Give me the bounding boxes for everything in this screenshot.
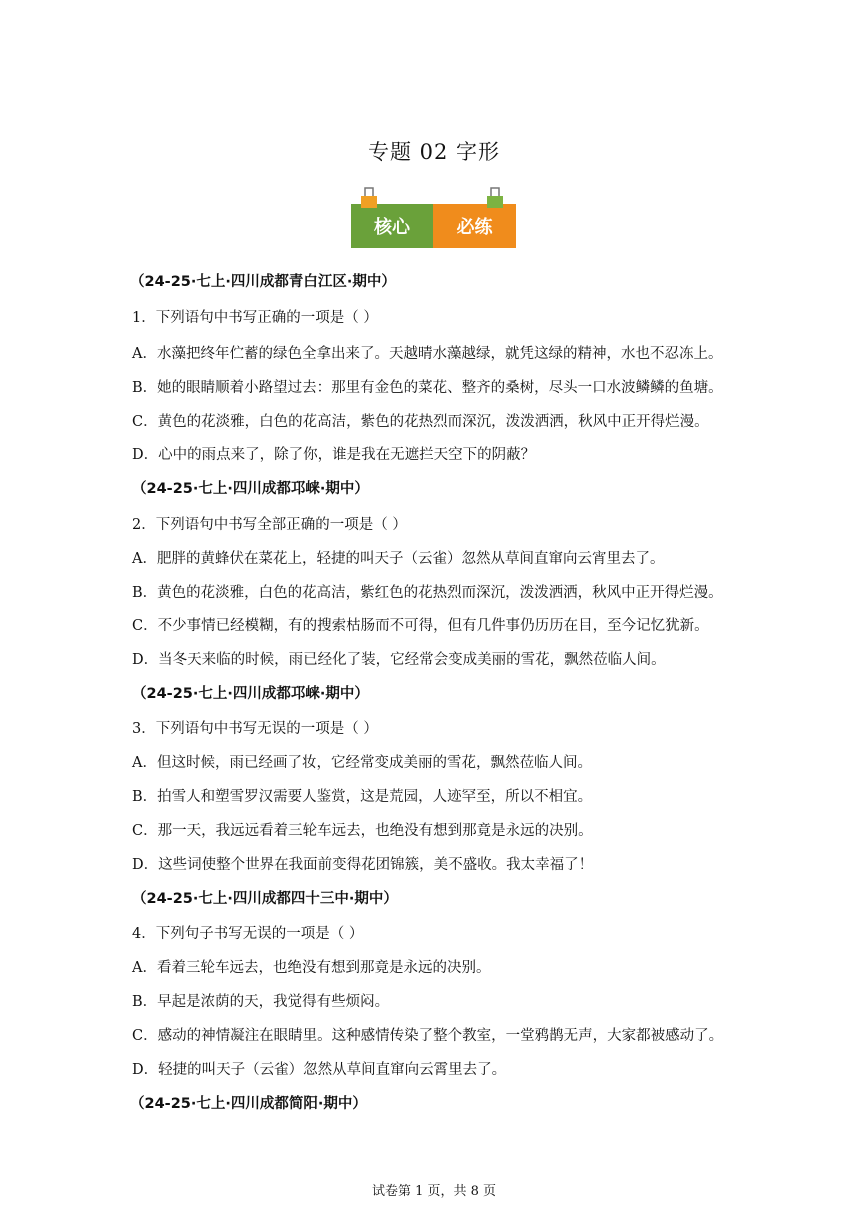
option-a: A．看着三轮车远去，也绝没有想到那竟是永远的决别。: [132, 960, 491, 976]
option-c: C．感动的神情凝注在眼睛里。这种感情传染了整个教室，一堂鸦鹊无声，大家都被感动了。: [132, 1028, 724, 1044]
option-d: D．这些词使整个世界在我面前变得花团锦簇，美不盛收。我太幸福了！: [132, 857, 594, 873]
option-c: C．黄色的花淡雅，白色的花高洁，紫色的花热烈而深沉，泼泼洒洒，秋风中正开得烂漫。: [132, 414, 709, 430]
option-b: B．拍雪人和塑雪罗汉需要人鉴赏，这是荒园，人迹罕至，所以不相宜。: [132, 789, 593, 805]
page-title: 专题 02 字形: [367, 140, 501, 164]
option-d: D．当冬天来临的时候，雨已经化了装，它经常会变成美丽的雪花，飘然莅临人间。: [132, 652, 666, 668]
question-source: （24-25·七上·四川成都邛崃·期中）: [132, 481, 369, 497]
section-banner: [351, 204, 516, 248]
option-b: B．早起是浓荫的天，我觉得有些烦闷。: [132, 994, 390, 1010]
option-a: A．但这时候，雨已经画了妆，它经常变成美丽的雪花，飘然莅临人间。: [132, 755, 592, 771]
binder-clip-icon: [359, 186, 379, 210]
binder-clip-icon: [485, 186, 505, 210]
question-stem: 4．下列句子书写无误的一项是（ ）: [132, 926, 364, 942]
banner-left-label: 核心: [351, 204, 433, 248]
question-source: （24-25·七上·四川成都邛崃·期中）: [132, 686, 369, 702]
option-a: A．水藻把终年伫蓄的绿色全拿出来了。天越晴水藻越绿，就凭这绿的精神，水也不忍冻上。: [132, 346, 723, 362]
question-stem: 2．下列语句中书写全部正确的一项是（ ）: [132, 517, 407, 533]
option-b: B．她的眼睛顺着小路望过去：那里有金色的菜花、整齐的桑树，尽头一口水波鳞鳞的鱼塘。: [132, 380, 723, 396]
question-source: （24-25·七上·四川成都四十三中·期中）: [132, 891, 398, 907]
option-d: D．心中的雨点来了，除了你，谁是我在无遮拦天空下的阴蔽？: [132, 447, 536, 463]
option-d: D．轻捷的叫天子（云雀）忽然从草间直窜向云霄里去了。: [132, 1062, 507, 1078]
question-stem: 3．下列语句中书写无误的一项是（ ）: [132, 721, 378, 737]
question-stem: 1．下列语句中书写正确的一项是（ ）: [132, 310, 378, 326]
banner-right-label: 必练: [433, 204, 516, 248]
question-source: （24-25·七上·四川成都简阳·期中）: [130, 1096, 367, 1112]
option-c: C．那一天，我远远看着三轮车远去，也绝没有想到那竟是永远的决别。: [132, 823, 593, 839]
option-b: B．黄色的花淡雅，白色的花高洁，紫红色的花热烈而深沉，泼泼洒洒，秋风中正开得烂漫。: [132, 585, 723, 601]
page-footer: 试卷第 1 页，共 8 页: [371, 1184, 497, 1199]
option-c: C．不少事情已经模糊，有的搜索枯肠而不可得，但有几件事仍历历在目，至今记忆犹新。: [132, 618, 709, 634]
option-a: A．肥胖的黄蜂伏在菜花上，轻捷的叫天子（云雀）忽然从草间直窜向云宵里去了。: [132, 551, 665, 567]
question-source: （24-25·七上·四川成都青白江区·期中）: [130, 274, 396, 290]
